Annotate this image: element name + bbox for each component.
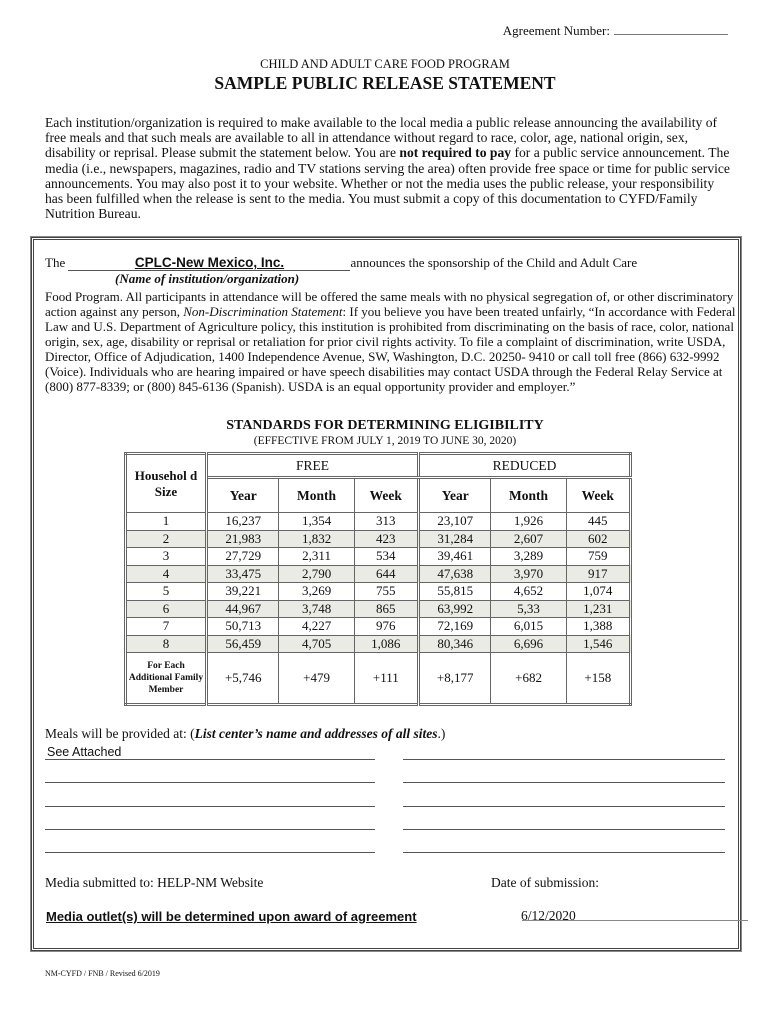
intro-text-2: for a public service announcement. The media (i.e., newspapers, magazines, radio and TV stations serving the area) often provide free space or time for public service announcements. You may also post it to your website. Whether or not the media uses the public release, your responsibility has been fulfilled when the release is sent to the media. You must submit a copy of this documentation to CYFD/Family Nutrition Bureau.	[45, 145, 730, 222]
cell-reduced-year: 63,992	[418, 600, 490, 618]
site-line-left-3[interactable]	[45, 806, 375, 807]
cell-free-year: 16,237	[207, 513, 279, 531]
table-row	[126, 513, 631, 531]
cell-free-year: 56,459	[207, 635, 279, 653]
site-line-right-3[interactable]	[403, 806, 725, 807]
cell-reduced-week: 917	[566, 565, 630, 583]
table-row	[126, 600, 631, 618]
announce-line	[45, 255, 735, 271]
the-label: The	[45, 255, 66, 270]
cell-free-month: 3,748	[279, 600, 354, 618]
cell-free-year: 50,713	[207, 618, 279, 636]
page-title: SAMPLE PUBLIC RELEASE STATEMENT	[214, 73, 556, 93]
cell-reduced-year: 72,169	[418, 618, 490, 636]
cell-free-week: 865	[354, 600, 418, 618]
cell-reduced-month: 6,696	[491, 635, 566, 653]
meals-label-bold: List center’s name and addresses of all sites	[194, 726, 438, 741]
cell-reduced-week: 1,074	[566, 583, 630, 601]
eligibility-table	[124, 452, 632, 706]
cell-free-month: 2,790	[279, 565, 354, 583]
cell-free-week: 534	[354, 548, 418, 566]
site-line-right-2[interactable]	[403, 782, 725, 783]
cell-reduced-year: 55,815	[418, 583, 490, 601]
organization-name-caption: (Name of institution/organization)	[115, 271, 300, 286]
additional-member-label: For Each Additional Family Member	[126, 653, 207, 705]
cell-reduced-year: 80,346	[418, 635, 490, 653]
cell-reduced-week: 1,388	[566, 618, 630, 636]
cell-free-week: 1,086	[354, 635, 418, 653]
cell-size: 6	[126, 600, 207, 618]
site-line-left-5[interactable]	[45, 852, 375, 853]
organization-name-field[interactable]: CPLC-New Mexico, Inc.	[68, 255, 350, 271]
site-line-left-2[interactable]	[45, 782, 375, 783]
meals-sites-label	[45, 726, 445, 742]
col-reduced-week: Week	[566, 478, 630, 513]
cell-reduced-year: 47,638	[418, 565, 490, 583]
free-header: FREE	[207, 454, 419, 478]
table-row	[126, 530, 631, 548]
cell-free-year: 33,475	[207, 565, 279, 583]
cell-size: 1	[126, 513, 207, 531]
cell-reduced-week: 1,546	[566, 635, 630, 653]
household-size-header: Househol d Size	[126, 454, 207, 513]
cell-reduced-year: +8,177	[418, 653, 490, 705]
cell-free-year: +5,746	[207, 653, 279, 705]
statement-italic-text: Non-Discrimination Statement	[183, 304, 343, 319]
cell-free-week: 976	[354, 618, 418, 636]
site-line-right-4[interactable]	[403, 829, 725, 830]
table-row	[126, 635, 631, 653]
cell-free-week: 644	[354, 565, 418, 583]
table-row	[126, 618, 631, 636]
revision-footer: NM-CYFD / FNB / Revised 6/2019	[45, 969, 160, 978]
standards-subtitle: (EFFECTIVE FROM JULY 1, 2019 TO JUNE 30, 2020)	[253, 435, 517, 447]
date-of-submission-field[interactable]: 6/12/2020	[521, 908, 576, 923]
table-row	[126, 548, 631, 566]
date-of-submission-label: Date of submission:	[491, 875, 599, 890]
cell-size: 5	[126, 583, 207, 601]
reduced-header: REDUCED	[418, 454, 630, 478]
cell-free-month: 3,269	[279, 583, 354, 601]
cell-free-year: 39,221	[207, 583, 279, 601]
standards-title: STANDARDS FOR DETERMINING ELIGIBILITY	[226, 418, 544, 433]
site-line-right-5[interactable]	[403, 852, 725, 853]
cell-reduced-month: 6,015	[491, 618, 566, 636]
cell-free-year: 21,983	[207, 530, 279, 548]
cell-free-week: 755	[354, 583, 418, 601]
cell-free-month: 4,705	[279, 635, 354, 653]
cell-reduced-week: 1,231	[566, 600, 630, 618]
intro-bold-text: not required to pay	[399, 145, 512, 161]
site-line-left-4[interactable]	[45, 829, 375, 830]
cell-reduced-month: 1,926	[491, 513, 566, 531]
cell-free-week: 423	[354, 530, 418, 548]
intro-paragraph	[45, 115, 735, 221]
cell-reduced-year: 23,107	[418, 513, 490, 531]
site-line-left-1[interactable]	[45, 759, 375, 760]
meals-label-prefix: Meals will be provided at: (	[45, 726, 195, 741]
program-name: CHILD AND ADULT CARE FOOD PROGRAM	[260, 57, 510, 71]
cell-reduced-month: 2,607	[491, 530, 566, 548]
agreement-number-label: Agreement Number:	[502, 23, 610, 38]
table-row	[126, 583, 631, 601]
cell-free-week: 313	[354, 513, 418, 531]
media-submitted-label: Media submitted to: HELP-NM Website	[45, 875, 264, 890]
site-line-right-1[interactable]	[403, 759, 725, 760]
table-row	[126, 565, 631, 583]
cell-free-month: +479	[279, 653, 354, 705]
cell-reduced-week: +158	[566, 653, 630, 705]
cell-size: 4	[126, 565, 207, 583]
col-free-month: Month	[279, 478, 354, 513]
cell-free-year: 27,729	[207, 548, 279, 566]
site-field-left-1[interactable]: See Attached	[47, 745, 122, 759]
cell-reduced-week: 759	[566, 548, 630, 566]
cell-reduced-month: +682	[491, 653, 566, 705]
announces-text: announces the sponsorship of the Child and Adult Care	[350, 255, 638, 270]
cell-free-week: +111	[354, 653, 418, 705]
cell-reduced-week: 445	[566, 513, 630, 531]
cell-size: 7	[126, 618, 207, 636]
non-discrimination-statement	[45, 289, 741, 394]
col-reduced-month: Month	[491, 478, 566, 513]
cell-free-month: 4,227	[279, 618, 354, 636]
date-underline	[522, 920, 748, 921]
agreement-number	[503, 23, 728, 39]
cell-free-month: 1,354	[279, 513, 354, 531]
statement-text-1: Food Program. All participants in attendance will be offered the same meals with no physical segregation of, or other discriminatory action against any person,	[45, 289, 734, 319]
col-reduced-year: Year	[418, 478, 490, 513]
cell-reduced-month: 5,33	[491, 600, 566, 618]
cell-size: 8	[126, 635, 207, 653]
cell-free-month: 2,311	[279, 548, 354, 566]
col-free-year: Year	[207, 478, 279, 513]
intro-text-1: Each institution/organization is required to make available to the local media a public release announcing the availability of free meals and that such meals are available to all in attendance without regard to race, color, age, national origin, sex, disability or reprisal. Please submit the statement below. You are	[45, 115, 718, 161]
cell-reduced-month: 4,652	[491, 583, 566, 601]
col-free-week: Week	[354, 478, 418, 513]
cell-size: 3	[126, 548, 207, 566]
cell-reduced-year: 39,461	[418, 548, 490, 566]
cell-reduced-month: 3,970	[491, 565, 566, 583]
agreement-number-field[interactable]	[614, 24, 728, 35]
cell-free-year: 44,967	[207, 600, 279, 618]
cell-reduced-month: 3,289	[491, 548, 566, 566]
cell-reduced-week: 602	[566, 530, 630, 548]
additional-member-row	[126, 653, 631, 705]
statement-text-2: : If you believe you have been treated unfairly, “In accordance with Federal Law and U.S. Department of Agriculture policy, this institution is prohibited from discriminating on the basis of race, color, national origin, sex, age, disability or reprisal or retaliation for prior civil rights activity. To file a complaint of discrimination, write USDA, Director, Office of Adjudication, 1400 Independence Avenue, SW, Washington, D.C. 20250- 9410 or call toll free (866) 632-9992 (Voice). Individuals who are hearing impaired or have speech disabilities may contact USDA through the Federal Relay Service at (800) 877-8339; or (800) 845-6136 (Spanish). USDA is an equal opportunity provider and employer.”	[45, 304, 736, 394]
meals-label-suffix: .)	[437, 726, 446, 741]
media-outlet-field[interactable]: Media outlet(s) will be determined upon award of agreement	[46, 909, 417, 924]
cell-size: 2	[126, 530, 207, 548]
cell-reduced-year: 31,284	[418, 530, 490, 548]
cell-free-month: 1,832	[279, 530, 354, 548]
